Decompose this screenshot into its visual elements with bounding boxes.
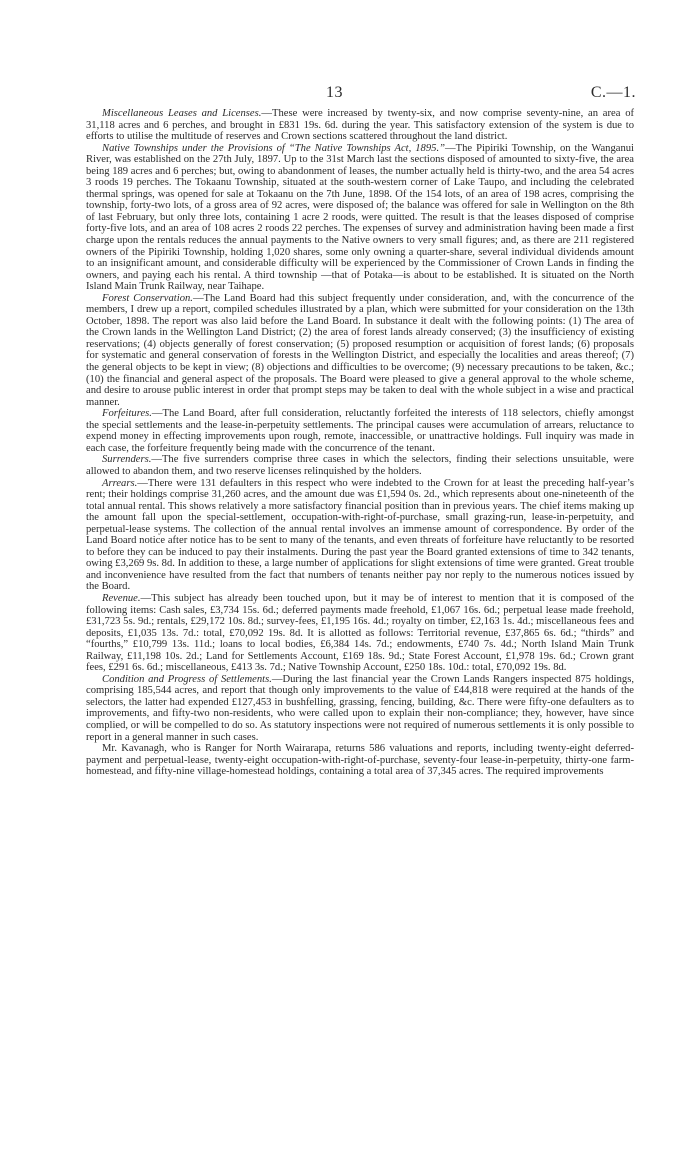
paragraph-surrenders [86, 454, 634, 477]
section-heading: Forest Conservation. [102, 292, 193, 304]
paragraph-kavanagh [86, 743, 634, 778]
paragraph-forfeitures [86, 408, 634, 454]
paragraph-text: Mr. Kavanagh, who is Ranger for North Wairarapa, returns 586 valuations and reports, including twenty-eight deferred-payment and perpetual-lease, twenty-eight occupation-with-right-of-purchase, seventy-four lease-in-perpetuity, thirty-one farm-homestead, and fifty-nine village-homestead holdings, containing a total area of 37,345 acres. The required improvements [86, 743, 634, 778]
section-heading: Revenue. [102, 592, 141, 604]
document-reference: C.—1. [590, 84, 636, 101]
section-heading: Forfeitures. [102, 408, 152, 420]
paragraph-text: —There were 131 defaulters in this respect who were indebted to the Crown for at least the preceding half-year’s rent; their holdings comprise 31,260 acres, and the amount due was £1,594 0s. 2d., which represents about one-nineteenth of the total annual rental. This shows relatively a more satisfactory financial position than in previous years. The chief items making up the amount fall upon the special-settlement, occupation-with-right-of-purchase, small grazing-run, lease-in-perpetuity, and perpetual-lease systems. The collection of the annual rental involves an immense amount of correspondence. By order of the Land Board notice after notice has to be sent to many of the tenants, and even threats of forfeiture have reluctantly to be resorted to before they can be induced to pay their instalments. During the past year the Board granted extensions of time to 342 tenants, owing £3,269 9s. 8d. In addition to these, a large number of applications for slight extensions of time were granted. Great trouble and inconvenience have resulted from the fact that numbers of tenants neither pay nor reply to the numerous notices issued by the Board. [86, 477, 634, 593]
paragraph-revenue [86, 593, 634, 674]
page-header [0, 84, 700, 104]
paragraph-text: —The Pipiriki Township, on the Wanganui River, was established on the 27th July, 1897. Up to the 31st March last the sections disposed of amounted to sixty-five, the area being 189 acres and 6 perches; but, owing to abandonment of leases, the number actually held is thirty-two, and the area 54 acres 3 roods 19 perches. The Tokaanu Township, situated at the south-western corner of Lake Taupo, and including the celebrated thermal springs, was opened for sale at Tokaanu on the 7th June, 1898. Of the 154 lots, of an area of 198 acres, comprising the township, forty-two lots, of a gross area of 92 acres, were disposed of; the balance was offered for sale in Wellington on the 8th of last February, but only three lots, containing 1 acre 2 roods, were quitted. The result is that the leases disposed of comprise forty-five lots, and an area of 108 acres 2 roods 22 perches. The expenses of survey and administration having been made a first charge upon the rentals reduces the annual payments to the Native owners to very small figures; and, as there are 211 registered owners of the Pipiriki Township, holding 1,020 shares, some only owning a quarter-share, several individual dividends amount to an insignificant amount, and considerable difficulty will be experienced by the Commissioner of Crown Lands in finding the owners, and paying each his rental. A third township —that of Potaka—is about to be established. It is situated on the North Island Main Trunk Railway, near Taihape. [86, 142, 634, 293]
paragraph-miscellaneous-leases [86, 108, 634, 143]
paragraph-text: —These were increased by twenty-six, and now comprise seventy-nine, an area of 31,118 acres and 6 perches, and brought in £831 19s. 6d. during the year. This satisfactory extension of the system is due to efforts to utilise the multitude of reserves and Crown sections scattered throughout the land district. [86, 108, 635, 143]
section-heading: Condition and Progress of Settlements. [102, 673, 272, 685]
section-heading: Arrears. [102, 477, 138, 489]
paragraph-text: —The Land Board had this subject frequently under consideration, and, with the concurrence of the members, I drew up a report, compiled schedules illustrated by a plan, which were submitted for your consideration on the 13th October, 1898. The report was also laid before the Land Board. In substance it dealt with the following points: (1) The area of the Crown lands in the Wellington Land District; (2) the area of forest lands already conserved; (3) the insufficiency of existing reservations; (4) objects generally of forest conservation; (5) proposed resumption or acquisition of forest lands; (6) proposals for systematic and general conservation of forests in the Wellington District, and especially the localities and areas thereof; (7) the general objects to be kept in view; (8) objections and difficulties to be overcome; (9) necessary precautions to be taken, &c.; (10) the financial and general aspect of the proposals. The Board were pleased to give a general approval to the whole scheme, and desire to arouse public interest in order that prompt steps may be taken to deal with the whole subject in a wise and practical manner. [86, 292, 634, 408]
paragraph-text: —This subject has already been touched upon, but it may be of interest to mention that it is composed of the following items: Cash sales, £3,734 15s. 6d.; deferred payments made freehold, £1,067 16s. 6d.; perpetual lease made freehold, £31,723 5s. 9d.; rentals, £29,172 10s. 8d.; survey-fees, £1,195 16s. 4d.; royalty on timber, £2,163 1s. 4d.; miscellaneous fees and deposits, £1,035 13s. 7d.: total, £70,092 19s. 8d. It is allotted as follows: Territorial revenue, £37,865 6s. 6d.; “thirds” and “fourths,” £10,799 13s. 11d.; loans to local bodies, £6,384 14s. 7d.; endowments, £740 7s. 4d.; North Island Main Trunk Railway, £11,198 10s. 2d.; Land for Settlements Account, £169 18s. 9d.; State Forest Account, £1,978 19s. 6d.; Crown grant fees, £291 6s. 6d.; miscellaneous, £413 3s. 7d.; Native Township Account, £250 18s. 10d.: total, £70,092 19s. 8d. [86, 592, 634, 674]
section-heading: Native Townships under the Provisions of “The Native Townships Act, 1895.” [102, 142, 445, 154]
paragraph-text: —During the last financial year the Crown Lands Rangers inspected 875 holdings, comprising 185,544 acres, and report that though only improvements to the value of £44,818 were required at the hands of the selectors, the latter had expended £127,453 in bushfelling, grassing, fencing, building, &c. There were fifty-one defaulters as to improvements, and fifty-two non-residents, who were called upon to explain their non-compliance; they, however, have since complied, or will be compelled to do so. As statutory inspections were not required of numerous settlements it is only possible to report in a general manner in such cases. [86, 673, 634, 743]
paragraph-condition-progress [86, 674, 634, 743]
paragraph-forest-conservation [86, 293, 634, 408]
paragraph-text: —The five surrenders comprise three cases in which the selectors, finding their selections unsuitable, were allowed to abandon them, and two reserve licenses relinquished by the holders. [86, 454, 634, 477]
paragraph-native-townships [86, 143, 634, 293]
body-text [86, 108, 634, 778]
section-heading: Miscellaneous Leases and Licenses. [102, 108, 262, 119]
paragraph-arrears [86, 478, 634, 593]
paragraph-text: —The Land Board, after full consideration, reluctantly forfeited the interests of 118 selectors, chiefly amongst the special settlements and the lease-in-perpetuity settlements. The principal causes were accumulation of arrears, reluctance to expend money in effecting improvements upon rough, remote, inaccessible, or unattractive holdings. Full inquiry was made in each case, the forfeiture frequently being made with the concurrence of the tenant. [86, 408, 634, 454]
section-heading: Surrenders. [102, 454, 152, 466]
page-number: 13 [326, 84, 343, 101]
